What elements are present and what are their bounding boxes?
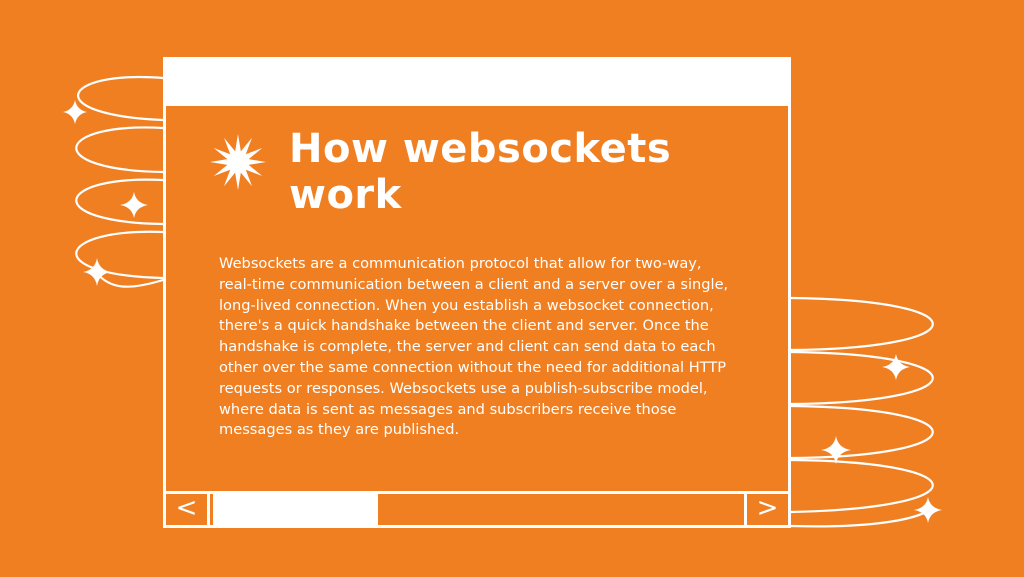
body-line: real-time communication between a client and a server over a single, bbox=[219, 275, 729, 293]
body-line: where data is sent as messages and subscribers receive those bbox=[219, 400, 677, 418]
body-line: Websockets are a communication protocol that allow for two-way, bbox=[219, 255, 702, 272]
page-title bbox=[289, 126, 759, 218]
sparkle-burst-icon bbox=[209, 133, 267, 191]
scroll-left-button[interactable]: < bbox=[166, 494, 210, 525]
left-spiral-decoration bbox=[76, 77, 163, 287]
body-paragraph bbox=[219, 254, 759, 441]
page-title-line-1: How websockets bbox=[289, 126, 672, 172]
body-line: messages as they are published. bbox=[219, 421, 460, 439]
page-title-line-2: work bbox=[289, 172, 402, 218]
body-line: there's a quick handshake between the client and server. Once the bbox=[219, 317, 709, 335]
body-line: requests or responses. Websockets use a publish-subscribe model, bbox=[219, 379, 708, 397]
body-line: long-lived connection. When you establish a websocket connection, bbox=[219, 296, 714, 314]
scrollbar-thumb[interactable] bbox=[213, 494, 378, 525]
horizontal-scrollbar[interactable] bbox=[166, 491, 788, 525]
browser-window bbox=[163, 57, 791, 528]
scroll-right-button[interactable]: > bbox=[744, 494, 788, 525]
right-spiral-decoration bbox=[791, 298, 933, 526]
body-line: other over the same connection without the need for additional HTTP bbox=[219, 358, 727, 376]
window-title-bar bbox=[166, 60, 788, 106]
body-line: handshake is complete, the server and client can send data to each bbox=[219, 338, 716, 356]
